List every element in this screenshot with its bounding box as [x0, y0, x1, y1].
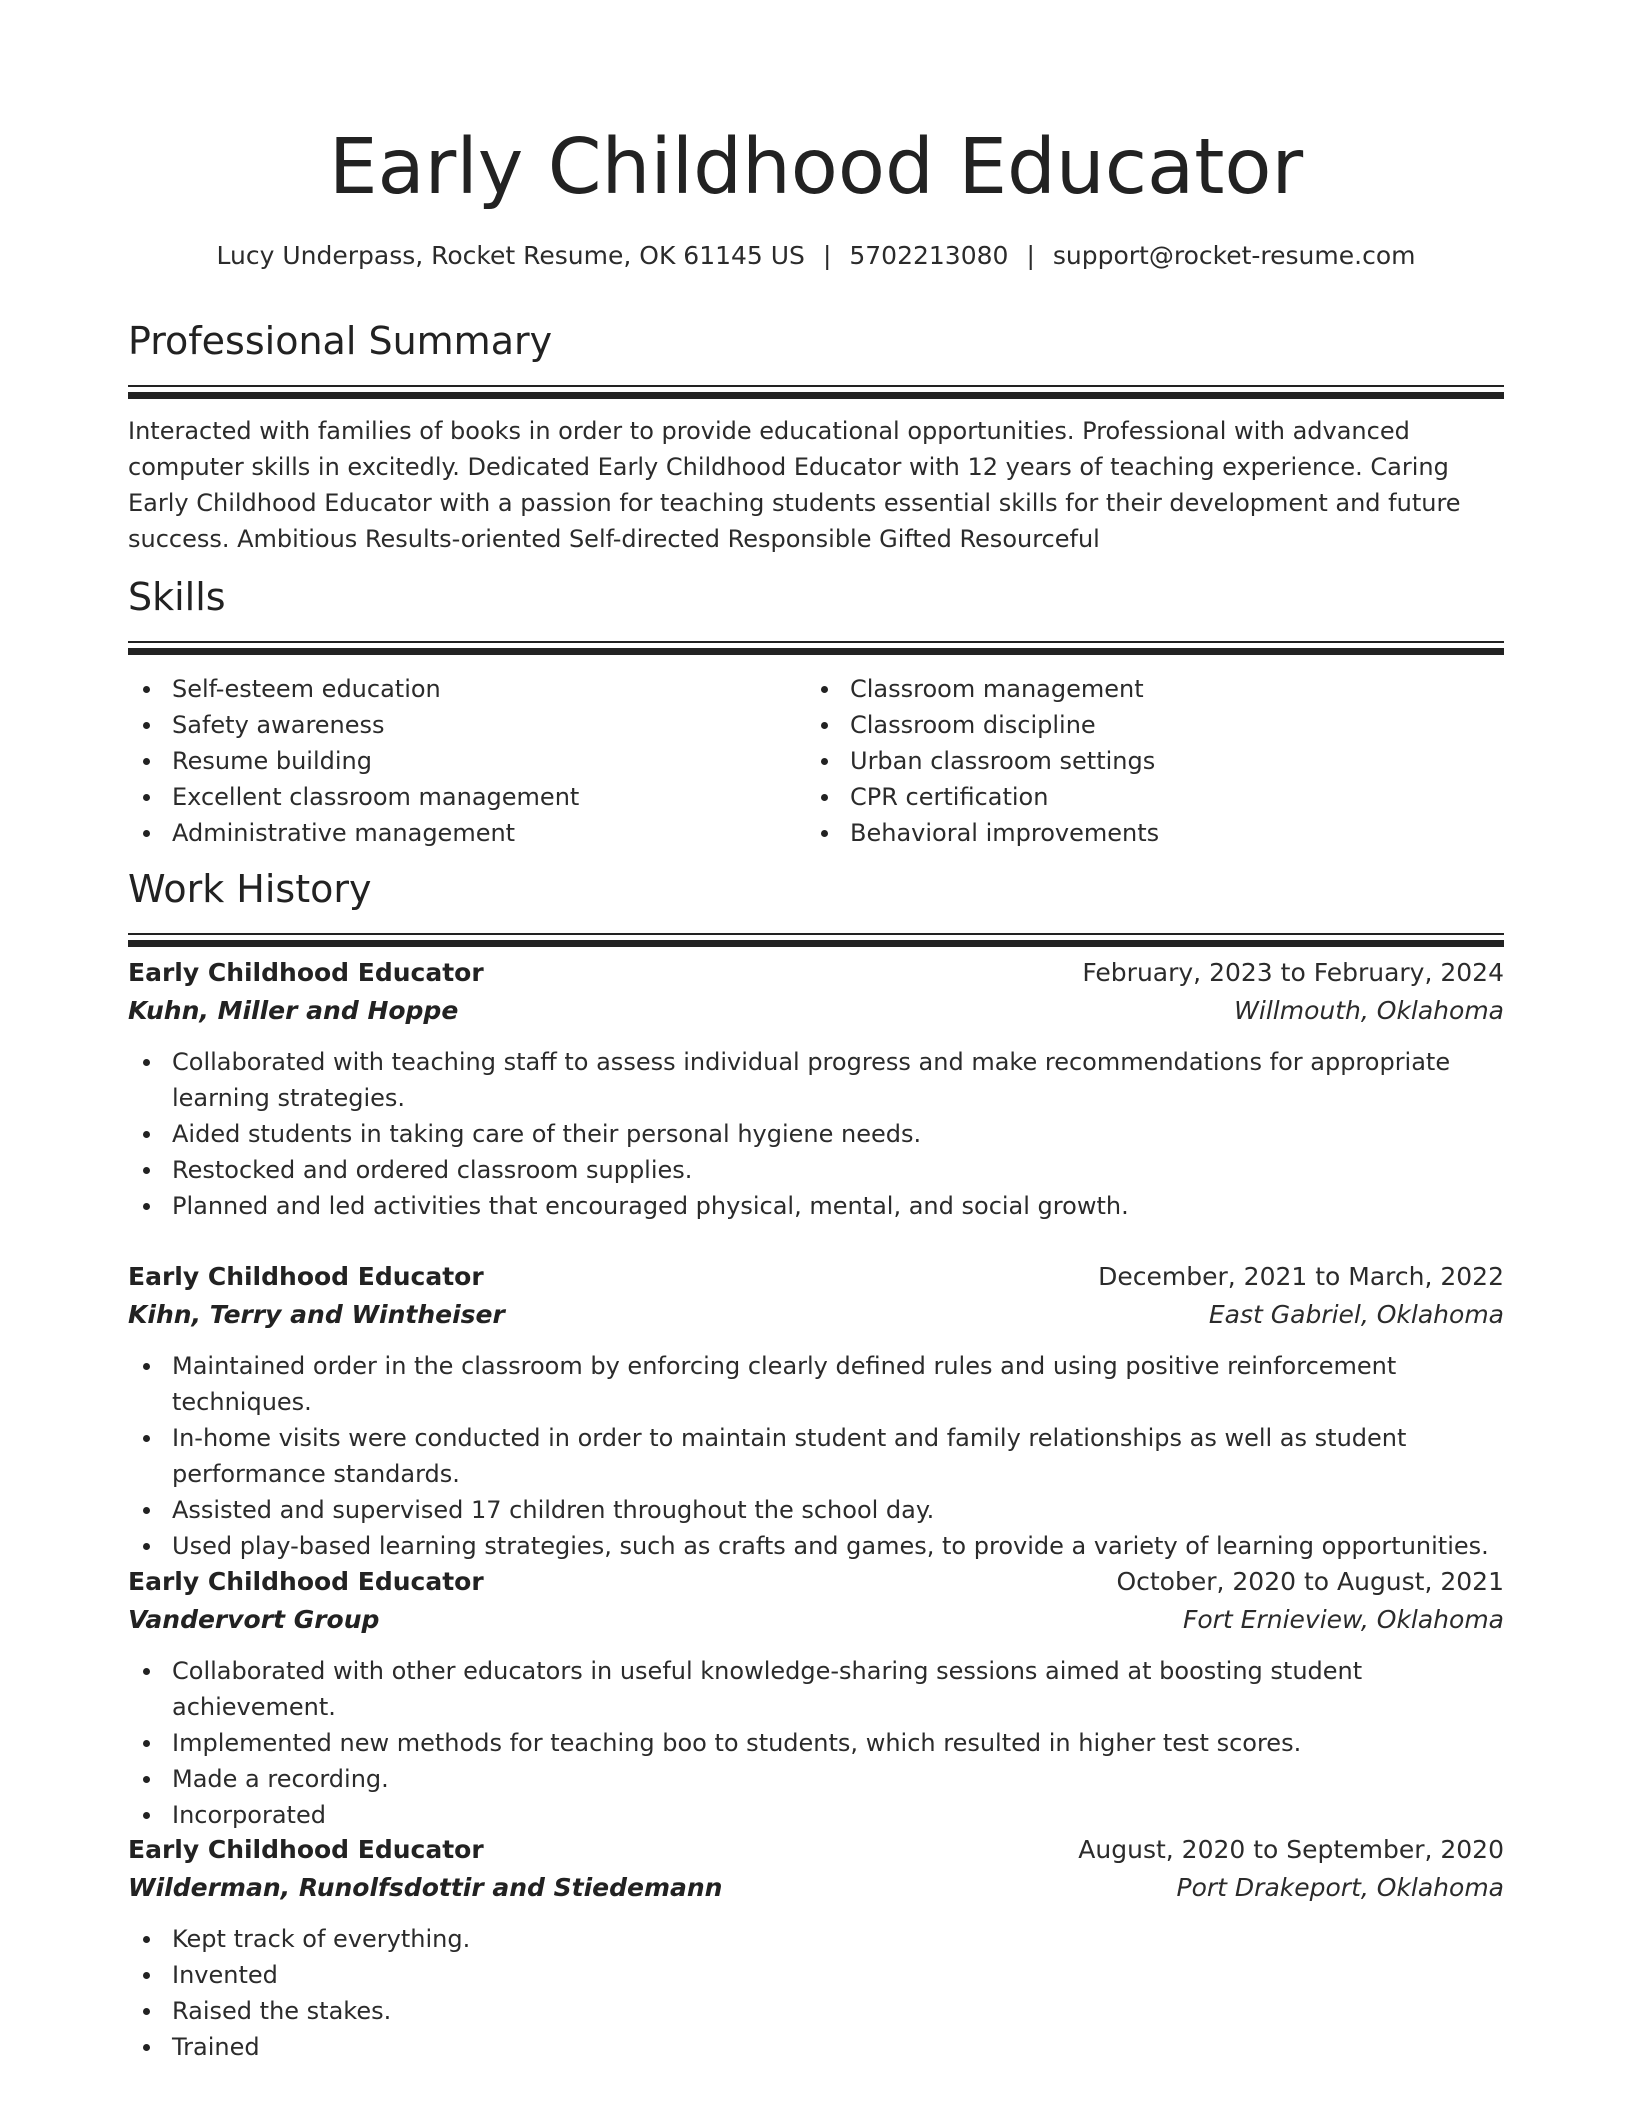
job-company: Vandervort Group	[128, 1605, 380, 1634]
job-company: Kuhn, Miller and Hoppe	[128, 996, 459, 1025]
job-bullet: Aided students in taking care of their personal hygiene needs.	[128, 1116, 1504, 1152]
section-heading: Skills	[128, 575, 226, 619]
skills-section	[128, 572, 1504, 851]
section-divider	[128, 385, 1504, 387]
section-divider-thick	[128, 392, 1504, 399]
skill-item: Classroom discipline	[806, 707, 1484, 743]
job-subheader-row	[128, 1296, 1504, 1334]
job-company: Wilderman, Runolfsdottir and Stiedemann	[128, 1873, 723, 1902]
summary-section	[128, 316, 1504, 557]
job-bullet: Collaborated with teaching staff to assess individual progress and make recommendations for appropriate learning strategies.	[128, 1044, 1504, 1116]
job-bullets	[128, 1653, 1504, 1833]
contact-phone: 5702213080	[849, 241, 1009, 270]
job-header-row	[128, 954, 1504, 992]
job-dates: February, 2023 to February, 2024	[1082, 958, 1504, 987]
skill-item: Self-esteem education	[128, 671, 806, 707]
skills-grid	[128, 671, 1504, 851]
job-bullet: Implemented new methods for teaching boo to students, which resulted in higher test scores.	[128, 1725, 1504, 1761]
contact-line	[128, 238, 1504, 274]
skill-item: Behavioral improvements	[806, 815, 1484, 851]
job-title: Early Childhood Educator	[128, 958, 484, 987]
job-bullet: Kept track of everything.	[128, 1921, 1504, 1957]
job-bullet: In-home visits were conducted in order to maintain student and family relationships as well as student performance standards.	[128, 1420, 1504, 1492]
job-title: Early Childhood Educator	[128, 1262, 484, 1291]
job-entry	[128, 1831, 1504, 2065]
contact-separator: |	[822, 241, 832, 270]
job-subheader-row	[128, 1601, 1504, 1639]
job-bullets	[128, 1921, 1504, 2065]
skill-item: Excellent classroom management	[128, 779, 806, 815]
skill-item: Classroom management	[806, 671, 1484, 707]
section-heading: Professional Summary	[128, 319, 553, 363]
job-header-row	[128, 1831, 1504, 1869]
job-entry	[128, 954, 1504, 1224]
job-location: Willmouth, Oklahoma	[1234, 996, 1504, 1025]
contact-email: support@rocket-resume.com	[1052, 241, 1416, 270]
skill-item: Resume building	[128, 743, 806, 779]
job-bullet: Trained	[128, 2029, 1504, 2065]
job-bullet: Raised the stakes.	[128, 1993, 1504, 2029]
resume-title: Early Childhood Educator	[328, 123, 1304, 212]
job-bullet: Planned and led activities that encouraged physical, mental, and social growth.	[128, 1188, 1504, 1224]
job-bullet: Used play-based learning strategies, such as crafts and games, to provide a variety of learning opportunities.	[128, 1528, 1504, 1564]
job-location: Port Drakeport, Oklahoma	[1176, 1873, 1504, 1902]
job-bullet: Restocked and ordered classroom supplies.	[128, 1152, 1504, 1188]
job-entry	[128, 1563, 1504, 1833]
work-history-section	[128, 864, 1504, 947]
section-divider-thick	[128, 940, 1504, 947]
job-bullet: Maintained order in the classroom by enforcing clearly defined rules and using positive reinforcement techniques.	[128, 1348, 1504, 1420]
skills-column-left	[128, 671, 806, 851]
job-title: Early Childhood Educator	[128, 1567, 484, 1596]
job-dates: August, 2020 to September, 2020	[1078, 1835, 1504, 1864]
skills-column-right	[806, 671, 1484, 851]
section-heading: Work History	[128, 867, 372, 911]
contact-separator: |	[1026, 241, 1035, 270]
job-bullet: Incorporated	[128, 1797, 1504, 1833]
job-bullet: Assisted and supervised 17 children throughout the school day.	[128, 1492, 1504, 1528]
job-location: Fort Ernieview, Oklahoma	[1182, 1605, 1504, 1634]
job-company: Kihn, Terry and Wintheiser	[128, 1300, 505, 1329]
section-divider	[128, 933, 1504, 935]
job-subheader-row	[128, 992, 1504, 1030]
section-divider	[128, 641, 1504, 643]
contact-address: Lucy Underpass, Rocket Resume, OK 61145 US	[216, 241, 805, 270]
job-bullets	[128, 1348, 1504, 1564]
skill-item: Safety awareness	[128, 707, 806, 743]
job-bullets	[128, 1044, 1504, 1224]
job-bullet: Invented	[128, 1957, 1504, 1993]
skill-item: Administrative management	[128, 815, 806, 851]
job-subheader-row	[128, 1869, 1504, 1907]
job-entry	[128, 1258, 1504, 1564]
job-bullet: Made a recording.	[128, 1761, 1504, 1797]
job-location: East Gabriel, Oklahoma	[1208, 1300, 1504, 1329]
section-divider-thick	[128, 648, 1504, 655]
skill-item: CPR certification	[806, 779, 1484, 815]
job-title: Early Childhood Educator	[128, 1835, 484, 1864]
summary-text: Interacted with families of books in order to provide educational opportunities. Professional with advanced computer skills in excitedly. Dedicated Early Childhood Educator with 12 years of teaching experience. Caring Early Childhood Educator with a passion for teaching students essential skills for their development and future success. Ambitious Results-oriented Self-directed Responsible Gifted Resourceful	[128, 417, 1461, 553]
job-header-row	[128, 1563, 1504, 1601]
job-dates: December, 2021 to March, 2022	[1098, 1262, 1504, 1291]
job-bullet: Collaborated with other educators in useful knowledge-sharing sessions aimed at boosting student achievement.	[128, 1653, 1504, 1725]
job-header-row	[128, 1258, 1504, 1296]
skill-item: Urban classroom settings	[806, 743, 1484, 779]
job-dates: October, 2020 to August, 2021	[1116, 1567, 1504, 1596]
